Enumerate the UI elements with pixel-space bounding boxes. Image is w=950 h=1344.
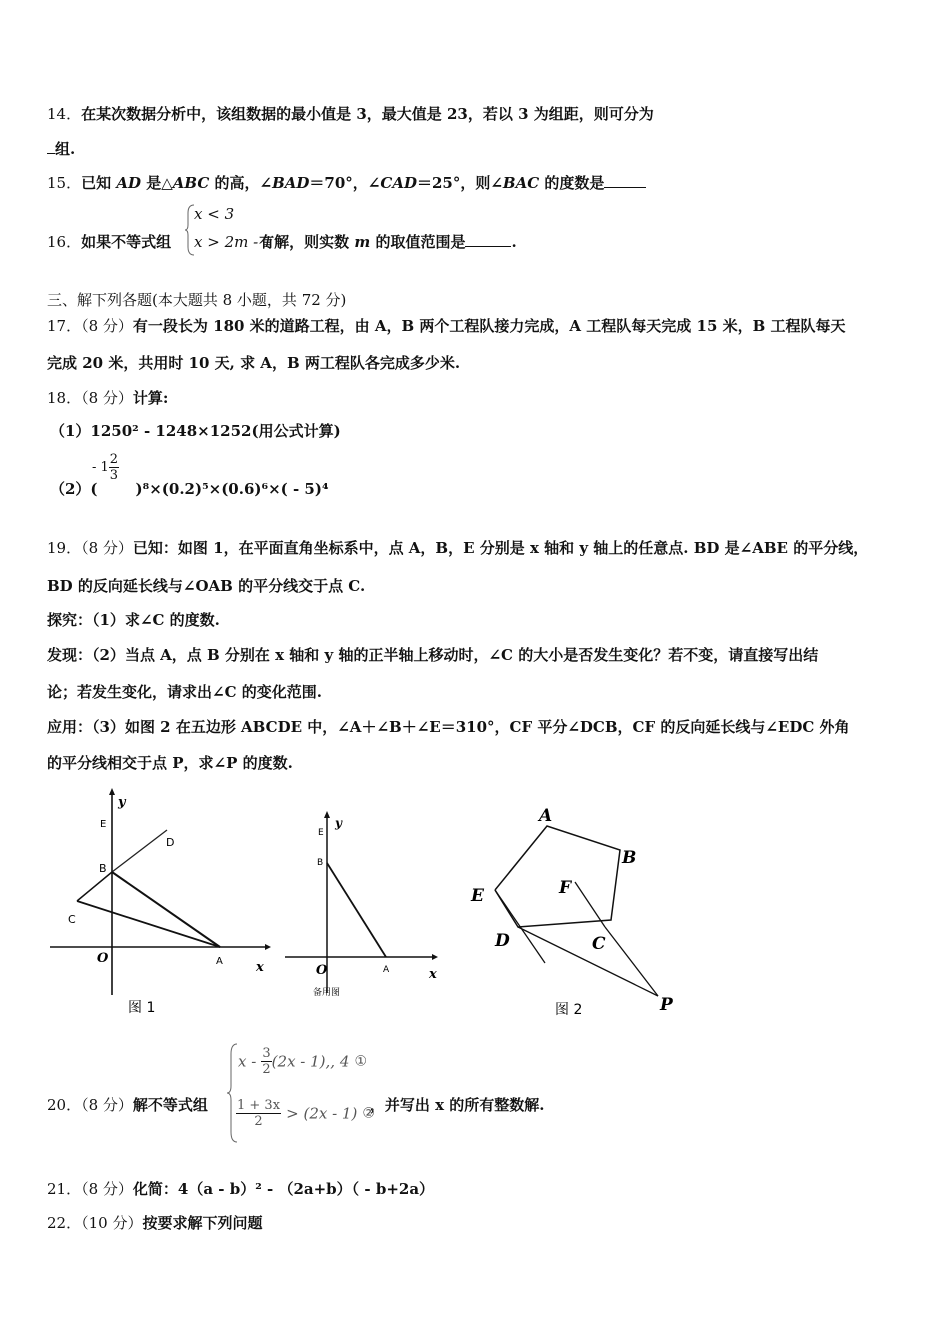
label-C: C [68,913,76,926]
y-axis-arrow-icon [109,788,115,795]
label-D: D [166,836,175,849]
question-17-cont: 完成 20 米，共用时 10 天, 求 A，B 两工程队各完成多少米. [47,354,461,372]
caption-figure-2: 图 2 [555,1002,583,1018]
question-number: 15． [47,174,82,192]
x-axis-arrow-icon [265,944,271,950]
question-19 [47,537,868,558]
question-19-apply: 应用：（3）如图 2 在五边形 ABCDE 中，∠A＋∠B＋∠E＝310°，CF 平分∠DCB，CF 的反向延长线与∠EDC 外角 [47,718,850,736]
question-text: 按要求解下列问题 [142,1214,263,1232]
segment-BA [327,863,386,957]
text: 的度数是 [539,174,605,192]
question-number: 16． [47,233,82,251]
label-C: C [592,934,606,954]
label-A: A [539,806,553,826]
math-var: AD [116,174,141,192]
question-text: 计算: [132,389,169,407]
text: > (2x - 1) [286,1104,358,1123]
label-A: A [383,965,390,975]
question-text: 有一段长为 180 米的道路工程，由 A，B 两个工程队接力完成，A 工程队每天完成 15 米，B 工程队每天 [132,317,846,335]
text: （2）( [50,480,98,498]
text: . [511,233,517,251]
fraction [236,1098,281,1129]
answer-blank [604,187,646,188]
text: 是△ [140,174,173,192]
label-B: B [317,858,324,868]
label-A: A [216,956,223,967]
label-B: B [622,848,637,868]
label-O: O [316,963,328,978]
text: 如果不等式组 [81,233,172,251]
label-E: E [471,886,484,906]
question-15 [47,172,646,193]
question-text: 已知：如图 1，在平面直角坐标系中，点 A，B，E 分别是 x 轴和 y 轴上的任意点. BD 是∠ABE 的平分线， [132,539,869,557]
caption-spare: 备用图 [313,988,341,998]
question-number: 22． [47,1214,82,1232]
inequality-row-1: x < 3 [194,205,235,223]
text: 的高，∠ [209,174,273,192]
score: （8 分） [81,317,133,335]
label-E: E [318,828,324,838]
label-O: O [97,951,109,966]
text: ＝25°，则∠ [416,174,503,192]
answer-blank [47,153,55,154]
circled-number: ② [362,1105,375,1122]
inequality-2 [236,1098,375,1129]
segment-CA [77,901,220,947]
question-text: 组. [55,140,76,158]
numerator: 3 [262,1046,271,1061]
pentagon-ABCDE [495,826,620,927]
extension-ED [495,890,545,963]
question-number: 19． [47,539,82,557]
segment-DP [518,927,658,996]
question-number: 14． [47,105,82,123]
label-x: x [429,967,437,982]
text: 的取值范围是 [370,233,466,251]
question-21 [47,1178,434,1199]
question-text: 化简：4（a - b）² - （2a+b）（ - b+2a） [132,1180,435,1198]
numerator: 1 + 3x [237,1098,281,1113]
text: ＝70°，∠ [309,174,381,192]
mixed-fraction-exponent [92,452,119,483]
question-19-explore: 探究：（1）求∠C 的度数. [47,611,220,629]
denominator: 2 [254,1114,263,1129]
fraction [261,1046,271,1077]
label-x: x [256,960,264,975]
question-text: 解不等式组 [132,1096,208,1114]
question-14 [47,103,654,124]
label-y: y [335,816,342,830]
question-14-cont [47,138,75,159]
question-18-part1: （1）1250² - 1248×1252(用公式计算) [50,422,341,440]
denominator: 3 [109,468,119,483]
caption-figure-1: 图 1 [128,1000,156,1016]
label-D: D [495,931,510,951]
question-19-apply-cont: 的平分线相交于点 P，求∠P 的度数. [47,754,293,772]
label-B: B [99,862,107,875]
x-axis-arrow-icon [432,954,438,960]
question-22 [47,1212,262,1233]
question-number: 18． [47,389,82,407]
segment-FC [575,882,605,927]
text: )⁸×(0.2)⁵×(0.6)⁶×( - 5)⁴ [135,480,329,498]
math-var: CAD [380,174,417,192]
question-17 [47,315,846,336]
inequality-row-2: x > 2m - 1 [194,233,273,251]
text: 已知 [81,174,117,192]
inequality-1 [238,1046,367,1077]
question-number: 17． [47,317,82,335]
text: 有解，则实数 [259,233,355,251]
circled-number: ① [354,1053,368,1070]
question-19-line2: BD 的反向延长线与∠OAB 的平分线交于点 C. [47,577,366,595]
segment-BA [112,872,220,947]
figure-spare [280,808,450,1000]
label-F: F [559,878,572,898]
question-16 [47,231,517,252]
segment-BD [112,830,167,872]
y-axis-arrow-icon [324,811,330,818]
math-var: ABC [172,174,210,192]
score: （8 分） [81,1180,133,1198]
denominator: 2 [262,1062,271,1077]
figure-1 [45,785,280,1025]
question-text: ，并写出 x 的所有整数解. [369,1096,545,1114]
whole-part: - 1 [92,460,109,475]
score: （8 分） [81,539,133,557]
question-number: 20． [47,1096,82,1114]
figure-2 [465,795,695,1025]
section-heading: 三、解下列各题(本大题共 8 小题，共 72 分) [47,291,347,309]
question-19-discover: 发现：（2）当点 A，点 B 分别在 x 轴和 y 轴的正半轴上移动时，∠C 的大小是否发生变化？若不变，请直接写出结 [47,646,819,664]
score: （8 分） [81,389,133,407]
text: x - [238,1052,257,1071]
answer-blank [465,246,511,247]
score: （8 分） [81,1096,133,1114]
math-var: m [354,233,371,251]
label-y: y [118,795,126,810]
math-var: BAD [272,174,310,192]
question-text: 在某次数据分析中，该组数据的最小值是 3，最大值是 23，若以 3 为组距，则可分为 [81,105,654,123]
question-18 [47,387,168,408]
question-number: 21． [47,1180,82,1198]
question-19-discover-cont: 论；若发生变化，请求出∠C 的变化范围. [47,683,322,701]
segment-CB [77,872,112,901]
score: （10 分） [81,1214,143,1232]
text: (2x - 1),, 4 [271,1052,350,1071]
math-var: BAC [502,174,540,192]
fraction [109,452,119,483]
segment-CP [605,927,658,996]
label-E: E [100,819,107,830]
label-P: P [660,995,673,1015]
numerator: 2 [109,452,119,467]
